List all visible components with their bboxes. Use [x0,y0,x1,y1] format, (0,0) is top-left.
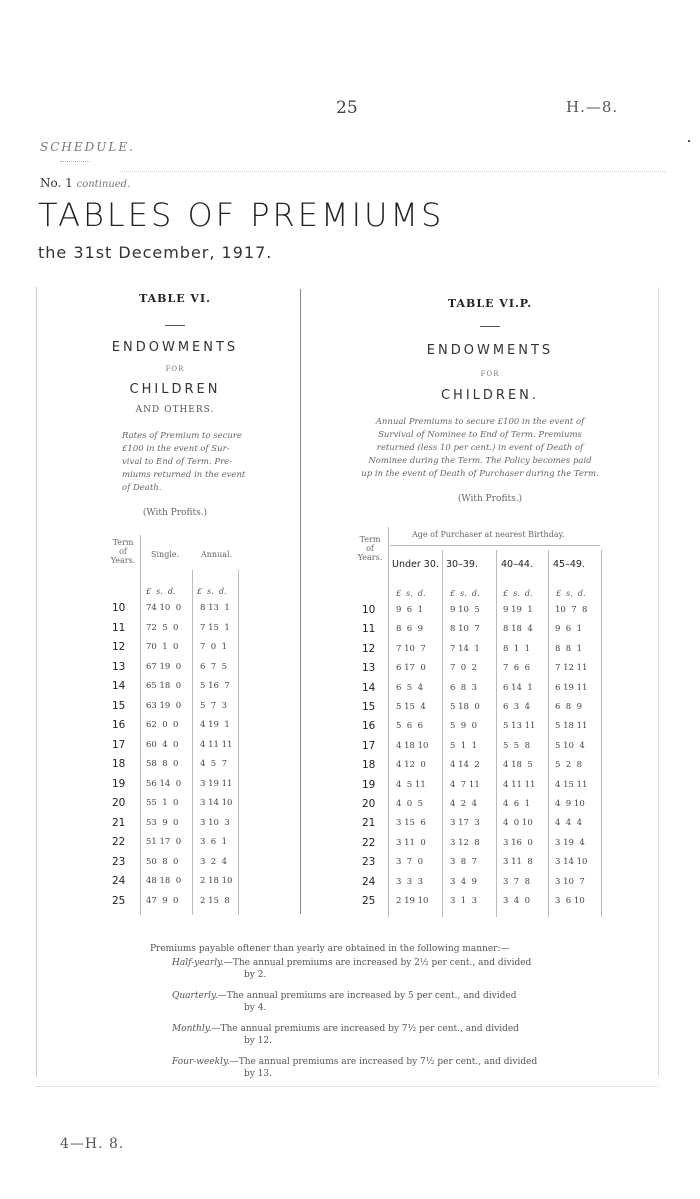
table6p-value-cell: 3 14 10 [555,857,588,868]
table6-annual-cell: 2 15 8 [200,895,230,906]
table6p-value-cell: 7 6 6 [503,663,531,674]
table6p-value-cell: 5 2 8 [555,760,583,771]
lsd-header: £ s. d. [450,589,480,598]
frame-left [36,287,37,1077]
table6p-value-cell: 3 15 6 [396,818,426,829]
table6p-value-cell: 4 4 4 [555,818,583,829]
table6p-value-cell: 6 3 4 [503,702,531,712]
table6p-value-cell: 5 6 6 [396,721,424,732]
divider [165,325,185,326]
note-line [172,1056,570,1068]
table6-term-cell: 18 [112,758,126,770]
table6-term-cell: 10 [112,602,126,614]
table6-single-cell: 50 8 0 [146,856,179,867]
table6-single-cell: 55 1 0 [146,798,179,808]
table6p-value-cell: 4 0 5 [396,799,424,809]
divider [480,326,500,327]
table6p-value-cell: 4 9 10 [555,799,585,809]
page-title: TABLES OF PREMIUMS [38,196,445,234]
table6p-value-cell: 4 7 11 [450,779,480,790]
note-text: —The annual premiums are increased by 7½ per cent., and divided [211,1024,519,1034]
table6-single-cell: 47 9 0 [146,895,179,906]
table6-single-cell: 48 18 0 [146,876,182,886]
note-continuation: by 2. [244,970,267,980]
date-line: the 31st December, 1917. [38,243,273,262]
table6p-value-cell: 8 8 1 [555,643,583,654]
table6p-value-cell: 4 5 11 [396,779,426,790]
column-rule [548,550,549,917]
table6p-term-cell: 22 [362,836,376,849]
note-continuation: by 13. [244,1069,273,1079]
frame-right [658,287,659,1077]
table6-heading: ENDOWMENTS [111,340,239,355]
table6p-value-cell: 3 7 0 [396,857,424,868]
table6-single-cell: 53 9 0 [146,817,179,828]
table6p-value-cell: 3 6 10 [555,896,585,906]
description-line: vival to End of Term. Pre- [122,457,233,467]
table6-term-cell: 25 [112,894,126,907]
column-rule [496,550,497,917]
age-header: Age of Purchaser at nearest Birthday. [412,530,565,539]
notes-list [150,957,570,1080]
table6p-value-cell: 4 0 10 [503,818,533,829]
note-item [172,1023,570,1047]
table6p-term-cell: 23 [362,856,376,869]
table6p-value-cell: 3 11 8 [503,857,533,868]
note-label: Monthly. [172,1024,212,1034]
table6p-for: FOR [480,370,500,378]
note-continuation: by 12. [244,1036,273,1046]
table6-annual-cell: 4 5 7 [200,759,228,769]
table6p-heading-children: CHILDREN. [440,388,540,403]
table6-single-cell: 63 19 0 [146,700,182,711]
table6p-value-cell: 3 16 0 [503,837,533,848]
table6-term-cell: 23 [112,855,126,868]
divider [390,545,600,546]
section-continued: continued. [76,179,131,190]
table6p-value-cell: 7 10 7 [396,643,426,654]
table6-single-cell: 65 18 0 [146,681,182,691]
table6-annual-cell: 8 13 1 [200,603,230,613]
column-rule [192,570,193,915]
table6-term-cell: 20 [112,797,126,809]
description-line: Annual Premiums to secure £100 in the event of [375,417,585,427]
table6p-value-cell: 9 6 1 [555,624,583,635]
table6-term-cell: 21 [112,816,126,829]
table6-term-cell: 15 [112,699,126,712]
column-rule [238,570,239,915]
table6p-value-cell: 4 14 2 [450,760,480,771]
lsd-header: £ s. d. [503,589,533,598]
description-line: returned (less 10 per cent.) in event of Death of [376,443,584,453]
table6p-term-cell: 24 [362,875,376,888]
table6-annual-cell: 6 7 5 [200,661,228,672]
table6p-term-cell: 19 [362,778,376,791]
page-footer: 4—H. 8. [60,1136,125,1152]
table6p-value-cell: 6 14 1 [503,682,533,693]
lsd-header: £ s. d. [556,589,586,598]
table6-annual-cell: 5 16 7 [200,681,230,691]
table6-single-cell: 70 1 0 [146,642,179,652]
age-col-45-49: 45–49. [553,559,585,570]
table6-annual-header: Annual. [201,550,233,559]
note-label: Quarterly. [172,991,218,1001]
table6p-value-cell: 8 18 4 [503,624,533,635]
table6p-profits: (With Profits.) [457,494,523,504]
column-rule [388,527,389,917]
table6p-value-cell: 5 10 4 [555,740,585,751]
table6-single-header: Single. [151,550,180,559]
note-continuation: by 4. [244,1003,267,1013]
table6p-term-cell: 14 [362,681,376,694]
table6p-value-cell: 3 12 8 [450,837,480,848]
header-line: Years. [110,556,136,565]
table6-heading-others: AND OTHERS. [135,405,215,415]
table6p-value-cell: 3 4 9 [450,876,478,887]
table6p-term-cell: 13 [362,662,376,675]
table6-single-cell: 51 17 0 [146,837,182,847]
table6p-term-cell: 12 [362,642,376,655]
divider [120,171,665,172]
header-line: Years. [357,553,383,562]
table6-term-cell: 14 [112,680,126,692]
table6-title: TABLE VI. [139,292,211,305]
table6p-term-cell: 16 [362,720,376,733]
table6p-value-cell: 4 12 0 [396,760,426,771]
header-line: Term [112,538,134,547]
note-text: —The annual premiums are increased by 7½ per cent., and divided [229,1057,538,1067]
note-item [172,957,570,981]
document-reference: H.—8. [566,98,619,116]
age-col-30-39: 30–39. [446,559,478,570]
table6p-value-cell: 3 7 8 [503,876,531,887]
table6p-value-cell: 3 19 4 [555,837,585,848]
note-text: —The annual premiums are increased by 5 per cent., and divided [217,991,517,1001]
note-line [172,957,570,969]
table6p-value-cell: 8 6 9 [396,624,424,635]
table6-term-cell: 17 [112,738,126,751]
table6-term-cell: 12 [112,641,126,653]
description-line: £100 in the event of Sur- [122,444,230,454]
table6p-value-cell: 3 10 7 [555,876,585,887]
table6p-value-cell: 4 18 5 [503,760,533,771]
table6p-value-cell: 3 3 3 [396,876,424,887]
lsd-header: £ s. d. [146,587,176,596]
header-line: of [119,547,127,556]
table6p-term-cell: 21 [362,817,376,830]
table6p-term-cell: 10 [362,604,376,616]
table6-annual-cell: 2 18 10 [200,876,233,886]
table6p-value-cell: 4 15 11 [555,779,588,790]
note-label: Four-weekly. [172,1057,230,1067]
table6-term-cell: 13 [112,660,126,673]
table6-description [122,430,272,495]
table6-single-cell: 60 4 0 [146,739,179,750]
section-number-text: No. 1 [40,176,73,190]
table6-annual-cell: 7 0 1 [200,642,228,652]
table6p-value-cell: 5 9 0 [450,721,478,732]
table6-annual-cell: 7 15 1 [200,622,230,633]
header-line: of [366,544,374,553]
table6-term-cell: 16 [112,719,126,731]
note-item [172,1056,570,1080]
table6p-heading: ENDOWMENTS [426,343,554,358]
table6p-term-cell: 11 [362,623,376,636]
table6p-value-cell: 6 5 4 [396,682,424,693]
table6p-value-cell: 5 1 1 [450,740,478,751]
table6p-value-cell: 9 19 1 [503,605,533,615]
table6-annual-cell: 3 19 11 [200,778,233,789]
table6-single-cell: 62 0 0 [146,720,179,730]
table6p-value-cell: 3 1 3 [450,896,478,906]
table6-annual-cell: 4 11 11 [200,739,233,750]
table6p-term-cell: 20 [362,798,376,810]
table6p-value-cell: 5 15 4 [396,702,426,712]
frame-bottom [36,1086,658,1087]
table6-for: FOR [165,365,185,373]
notes-intro: Premiums payable oftener than yearly are obtained in the following manner:— [150,944,510,954]
table6p-value-cell: 4 18 10 [396,740,429,751]
table6-term-cell: 19 [112,777,126,790]
table6p-value-cell: 2 19 10 [396,896,429,906]
age-col-40-44: 40–44. [501,559,533,570]
note-label: Half-yearly. [172,958,224,968]
table6-profits: (With Profits.) [142,508,208,518]
table6p-value-cell: 6 19 11 [555,682,588,693]
table6p-value-cell: 8 1 1 [503,643,531,654]
table6p-value-cell: 10 7 8 [555,605,588,615]
table6p-value-cell: 4 11 11 [503,779,536,790]
table6p-title: TABLE VI.P. [447,297,533,310]
table6-annual-cell: 3 14 10 [200,798,233,808]
note-line [172,1023,570,1035]
table6p-value-cell: 5 18 11 [555,721,588,732]
table6p-description [355,416,605,481]
table6p-value-cell: 9 6 1 [396,605,424,615]
section-number [40,176,130,190]
description-line: Nominee during the Term. The Policy becomes paid [368,456,592,466]
description-line: of Death. [122,483,162,493]
table6-annual-cell: 3 10 3 [200,817,230,828]
description-line: miums returned in the event [122,470,246,480]
table6p-value-cell: 3 11 0 [396,837,426,848]
table6p-value-cell: 9 10 5 [450,605,480,615]
table6-heading-children: CHILDREN [129,382,221,397]
note-text: —The annual premiums are increased by 2½ per cent., and divided [223,958,532,968]
table6-term-cell: 11 [112,621,126,634]
table6p-value-cell: 6 8 9 [555,702,583,712]
column-rule [442,550,443,917]
table6p-term-cell: 25 [362,895,376,907]
table6p-value-cell: 5 5 8 [503,740,531,751]
table6p-value-cell: 7 0 2 [450,663,478,674]
table6-annual-cell: 3 2 4 [200,856,228,867]
table6p-value-cell: 5 13 11 [503,721,536,732]
table6p-value-cell: 8 10 7 [450,624,480,635]
table6p-term-cell: 17 [362,739,376,752]
table6p-term-cell: 18 [362,759,376,772]
speck [688,140,690,142]
table6p-value-cell: 6 8 3 [450,682,478,693]
table6p-value-cell: 7 14 1 [450,643,480,654]
table6p-value-cell: 5 18 0 [450,702,480,712]
divider [60,161,90,162]
note-line [172,990,570,1002]
table6-single-cell: 56 14 0 [146,778,182,789]
table6p-value-cell: 7 12 11 [555,663,588,674]
description-line: up in the event of Death of Purchaser during the Term. [361,469,599,479]
table6-term-cell: 24 [112,875,126,887]
table6p-value-cell: 6 17 0 [396,663,426,674]
header-line: Term [359,535,381,544]
table6p-value-cell: 4 6 1 [503,799,531,809]
table6-annual-cell: 4 19 1 [200,720,230,730]
column-rule [140,535,141,915]
payment-notes [150,943,570,1080]
description-line: Rates of Premium to secure [122,431,242,441]
description-line: Survival of Nominee to End of Term. Premiums [378,430,582,440]
table6-single-cell: 67 19 0 [146,661,182,672]
table6p-value-cell: 3 4 0 [503,896,531,906]
table6-single-cell: 72 5 0 [146,622,179,633]
table6p-value-cell: 4 2 4 [450,799,478,809]
page-number: 25 [336,98,358,118]
table6p-value-cell: 3 17 3 [450,818,480,829]
column-rule [601,550,602,917]
table6p-term-header [353,535,387,562]
table6-annual-cell: 5 7 3 [200,700,228,711]
note-item [172,990,570,1014]
lsd-header: £ s. d. [396,589,426,598]
age-col-under-30: Under 30. [392,559,439,570]
table6-term-cell: 22 [112,836,126,848]
table6-term-header [108,538,138,565]
table6-single-cell: 58 8 0 [146,759,179,769]
table6p-value-cell: 3 8 7 [450,857,478,868]
table6p-term-cell: 15 [362,701,376,713]
table6-single-cell: 74 10 0 [146,603,182,613]
table6-annual-cell: 3 6 1 [200,837,228,847]
lsd-header: £ s. d. [197,587,227,596]
schedule-label: SCHEDULE. [40,140,135,154]
